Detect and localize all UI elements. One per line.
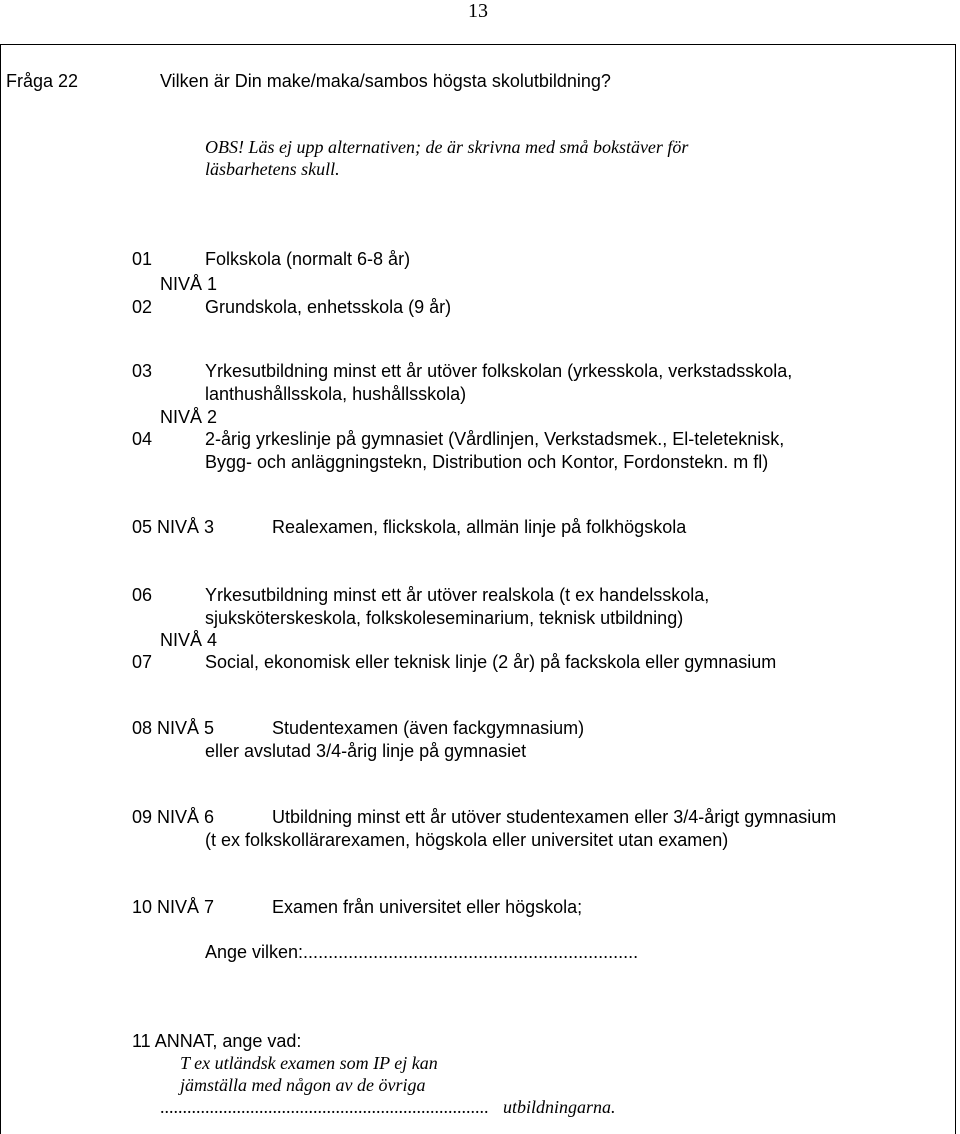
level-1-label: NIVÅ 1	[160, 274, 218, 294]
option-08-line2: eller avslutad 3/4-årig linje på gymnasiet	[205, 741, 527, 761]
option-06-number: 06	[132, 585, 153, 605]
option-04-number: 04	[132, 429, 153, 449]
option-09-line1: Utbildning minst ett år utöver studentexamen eller 3/4-årigt gymnasium	[272, 807, 837, 827]
option-04-line1: 2-årig yrkeslinje på gymnasiet (Vårdlinjen, Verkstadsmek., El-teleteknisk,	[205, 429, 785, 449]
option-09-line2: (t ex folkskollärarexamen, högskola eller universitet utan examen)	[205, 830, 729, 850]
question-label: Fråga 22	[6, 71, 79, 91]
option-10-specify-field: Ange vilken:...................................................................	[205, 942, 639, 962]
option-07-text: Social, ekonomisk eller teknisk linje (2 år) på fackskola eller gymnasium	[205, 652, 777, 672]
option-02-number: 02	[132, 297, 153, 317]
option-05-text: Realexamen, flickskola, allmän linje på folkhögskola	[272, 517, 687, 537]
question-text: Vilken är Din make/maka/sambos högsta skolutbildning?	[160, 71, 611, 91]
option-03-line2: lanthushållsskola, hushållsskola)	[205, 384, 467, 404]
option-11-answer-line	[160, 1096, 616, 1118]
option-02-text: Grundskola, enhetsskola (9 år)	[205, 297, 452, 317]
note-text: Läs ej upp alternativen; de är skrivna med små bokstäver för	[248, 137, 689, 157]
option-07-number: 07	[132, 652, 153, 672]
option-03-line1: Yrkesutbildning minst ett år utöver folkskolan (yrkesskola, verkstadsskola,	[205, 361, 793, 381]
option-03-number: 03	[132, 361, 153, 381]
interviewer-note-line2: läsbarhetens skull.	[205, 159, 340, 179]
option-10-text: Examen från universitet eller högskola;	[272, 897, 583, 917]
level-4-label: NIVÅ 4	[160, 630, 218, 650]
option-11-text: 11 ANNAT, ange vad:	[132, 1031, 302, 1051]
option-11-suffix: utbildningarna.	[503, 1097, 616, 1117]
option-10-number: 10 NIVÅ 7	[132, 897, 215, 917]
note-prefix: OBS!	[205, 137, 244, 157]
option-06-line1: Yrkesutbildning minst ett år utöver realskola (t ex handelsskola,	[205, 585, 710, 605]
option-09-number: 09 NIVÅ 6	[132, 807, 215, 827]
option-11-dots: .........................................................................	[160, 1097, 489, 1117]
option-01-number: 01	[132, 249, 153, 269]
interviewer-note-line1	[205, 136, 688, 158]
option-11-hint-line1: T ex utländsk examen som IP ej kan	[180, 1053, 438, 1073]
option-11-hint-line2: jämställa med någon av de övriga	[180, 1075, 426, 1095]
option-04-line2: Bygg- och anläggningstekn, Distribution och Kontor, Fordonstekn. m fl)	[205, 452, 769, 472]
option-05-number: 05 NIVÅ 3	[132, 517, 215, 537]
option-08-line1: Studentexamen (även fackgymnasium)	[272, 718, 585, 738]
level-2-label: NIVÅ 2	[160, 407, 218, 427]
option-08-number: 08 NIVÅ 5	[132, 718, 215, 738]
page-number: 13	[468, 0, 488, 22]
option-06-line2: sjuksköterskeskola, folkskoleseminarium, teknisk utbildning)	[205, 608, 684, 628]
option-01-text: Folkskola (normalt 6-8 år)	[205, 249, 411, 269]
